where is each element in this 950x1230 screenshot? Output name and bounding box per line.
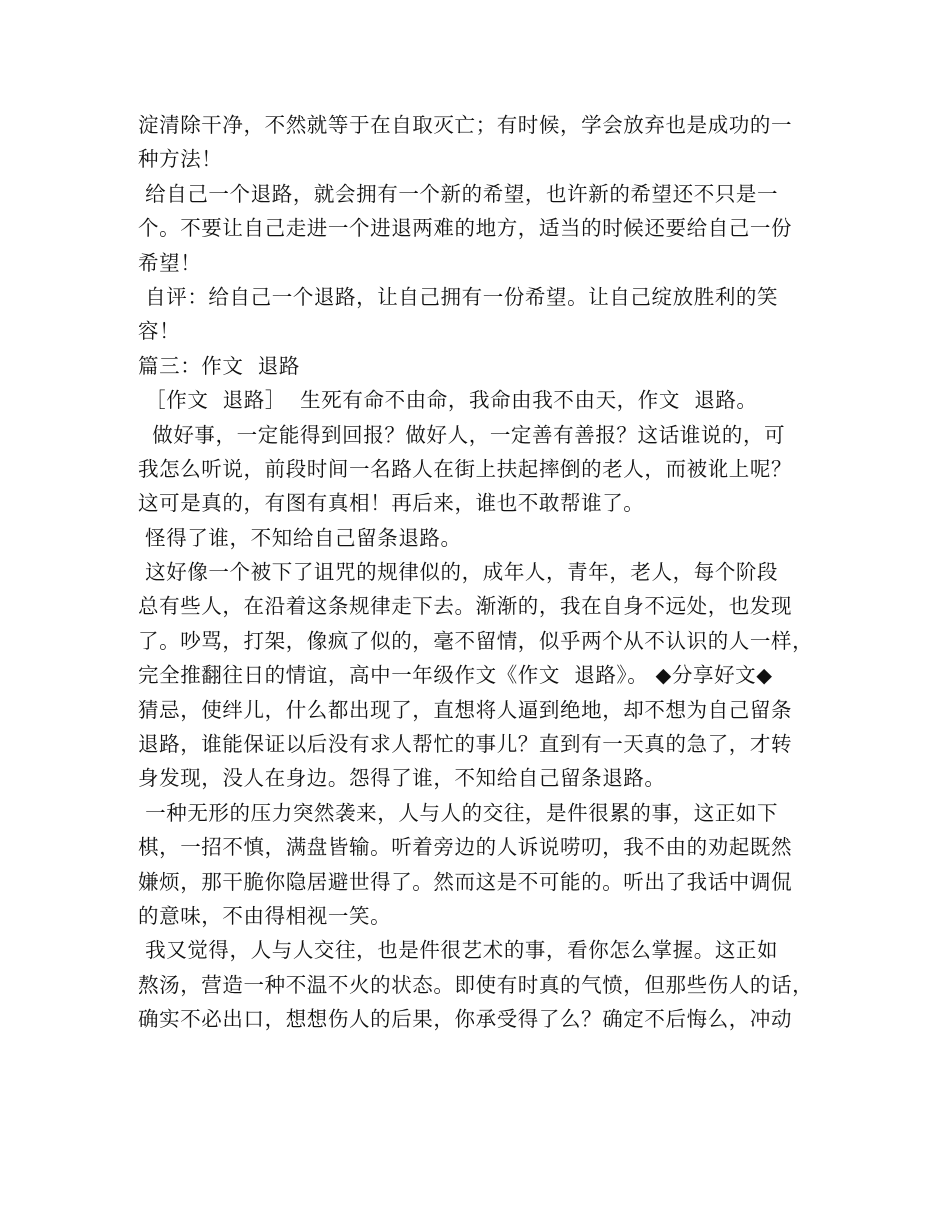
text-line: 嫌烦，那干脆你隐居避世得了。然而这是不可能的。听出了我话中调侃 bbox=[138, 869, 793, 894]
text-line: 这好像一个被下了诅咒的规律似的，成年人，青年，老人，每个阶段 bbox=[138, 560, 779, 585]
text-line: 容！ bbox=[138, 319, 181, 344]
text-line: 做好事，一定能得到回报？做好人，一定善有善报？这话谁说的，可 bbox=[138, 422, 786, 447]
text-line: 退路，谁能保证以后没有求人帮忙的事儿？直到有一天真的急了，才转 bbox=[138, 732, 793, 757]
text-line: 的意味，不由得相视一笑。 bbox=[138, 903, 392, 928]
text-line: 熬汤，营造一种不温不火的状态。即使有时真的气愤，但那些伤人的话， bbox=[138, 972, 814, 997]
text-line: 完全推翻往日的情谊，高中一年级作文《作文 退路》。 ◆分享好文◆ bbox=[138, 663, 773, 688]
text-line: 猜忌，使绊儿，什么都出现了，直想将人逼到绝地，却不想为自己留条 bbox=[138, 697, 793, 722]
text-line: 淀清除干净，不然就等于在自取灭亡；有时候，学会放弃也是成功的一 bbox=[138, 113, 793, 137]
text-line: 我又觉得，人与人交往，也是件很艺术的事，看你怎么掌握。这正如 bbox=[138, 938, 779, 963]
text-line: ［作文 退路］ 生死有命不由命，我命由我不由天，作文 退路。 bbox=[138, 388, 758, 413]
text-line: 怪得了谁，不知给自己留条退路。 bbox=[138, 525, 462, 550]
text-line: 给自己一个退路，就会拥有一个新的希望，也许新的希望还不只是一 bbox=[138, 181, 779, 206]
text-line: 一种无形的压力突然袭来，人与人的交往，是件很累的事，这正如下 bbox=[138, 800, 779, 825]
text-line: 总有些人，在沿着这条规律走下去。渐渐的，我在自身不远处，也发现 bbox=[138, 594, 793, 619]
text-line: 了。吵骂，打架，像疯了似的，毫不留情，似乎两个从不认识的人一样， bbox=[138, 628, 814, 653]
text-line: 棋，一招不慎，满盘皆输。听着旁边的人诉说唠叨，我不由的劝起既然 bbox=[138, 835, 793, 860]
section-heading: 篇三：作文 退路 bbox=[138, 353, 300, 378]
text-line: 种方法！ bbox=[138, 147, 223, 172]
text-line: 身发现，没人在身边。怨得了谁，不知给自己留条退路。 bbox=[138, 766, 666, 791]
text-line: 自评：给自己一个退路，让自己拥有一份希望。让自己绽放胜利的笑 bbox=[138, 284, 779, 309]
text-line: 确实不必出口，想想伤人的后果，你承受得了么？确定不后悔么，冲动 bbox=[138, 1007, 793, 1032]
document-body bbox=[138, 108, 818, 1037]
text-line: 这可是真的，有图有真相！再后来，谁也不敢帮谁了。 bbox=[138, 491, 645, 516]
text-line: 我怎么听说，前段时间一名路人在街上扶起摔倒的老人，而被讹上呢？ bbox=[138, 456, 793, 481]
text-line: 个。不要让自己走进一个进退两难的地方，适当的时候还要给自己一份 bbox=[138, 216, 793, 241]
text-line: 希望！ bbox=[138, 250, 202, 275]
